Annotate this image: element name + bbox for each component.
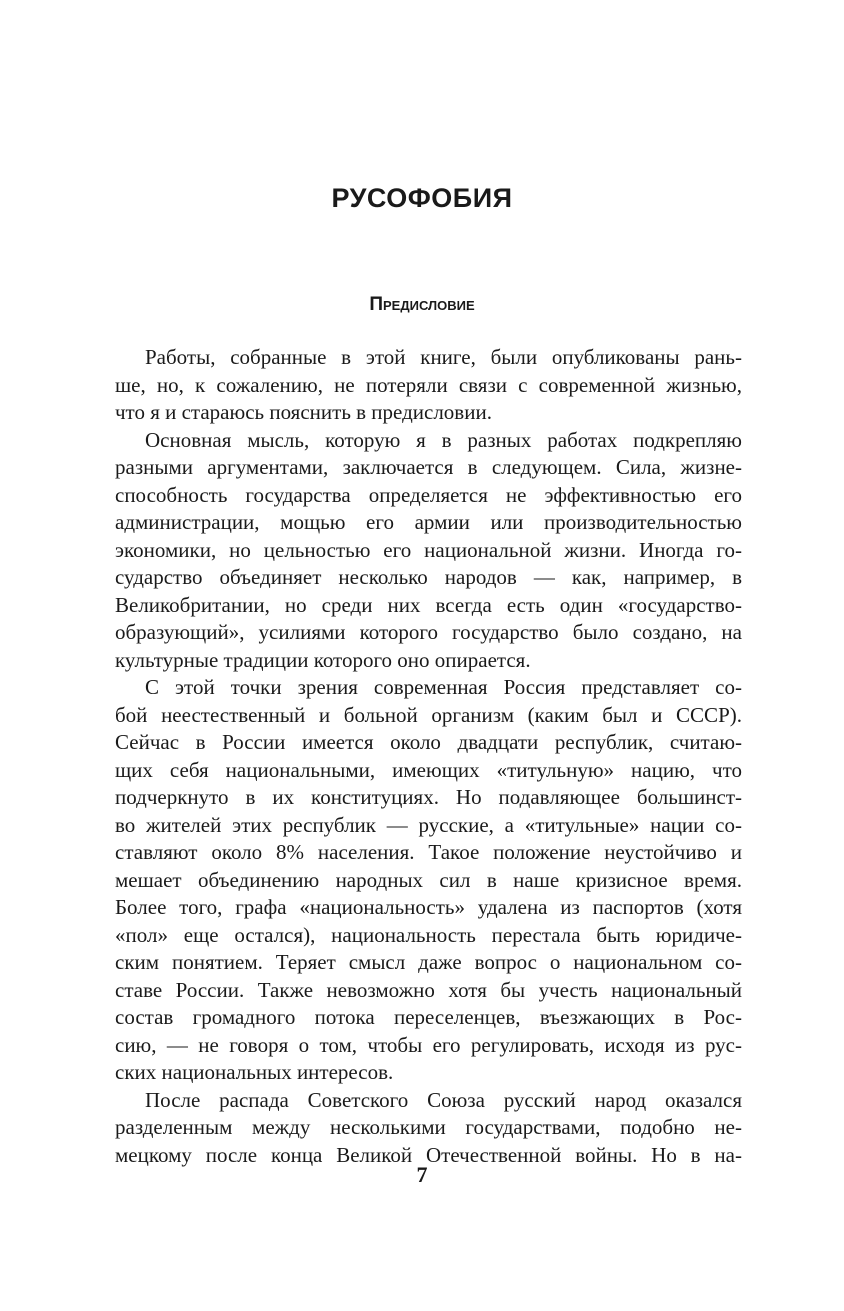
text-line: подчеркнуто в их конституциях. Но подавляющее большинст- xyxy=(115,785,742,809)
paragraph xyxy=(115,674,742,1087)
body-text xyxy=(115,344,742,1169)
page-number: 7 xyxy=(416,1162,428,1187)
text-line: «пол» еще остался), национальность перестала быть юридиче- xyxy=(115,922,742,947)
text-line: мешает объединению народных сил в наше кризисное время. xyxy=(115,867,742,892)
text-line: во жителей этих республик — русские, а «титульные» нации со- xyxy=(115,812,742,837)
text-line: что я и стараюсь пояснить в предисловии. xyxy=(115,400,492,424)
text-line: культурные традиции которого оно опирается. xyxy=(115,647,531,672)
text-line: Великобритании, но среди них всегда есть один «государство- xyxy=(115,592,742,617)
text-line: разными аргументами, заключается в следующем. Сила, жизне- xyxy=(115,455,742,479)
section-heading: Предисловие xyxy=(369,294,475,315)
text-line: мецкому после конца Великой Отечественной войны. Но в на- xyxy=(115,1142,742,1167)
text-line: образующий», усилиями которого государство было создано, на xyxy=(115,620,742,644)
text-line: экономики, но цельностью его национальной жизни. Иногда го- xyxy=(115,537,742,562)
text-line: администрации, мощью его армии или производительностью xyxy=(115,510,742,534)
paragraph xyxy=(115,1087,742,1170)
text-line: сию, — не говоря о том, чтобы его регулировать, исходя из рус- xyxy=(115,1032,742,1057)
text-line: состав громадного потока переселенцев, въезжающих в Рос- xyxy=(115,1005,742,1029)
text-line: Более того, графа «национальность» удалена из паспортов (хотя xyxy=(115,895,742,919)
text-line: сударство объединяет несколько народов — как, например, в xyxy=(115,565,742,589)
text-line: ских национальных интересов. xyxy=(115,1060,394,1084)
chapter-title: РУСОФОБИЯ xyxy=(331,183,513,213)
text-line: разделенным между несколькими государствами, подобно не- xyxy=(115,1115,742,1139)
text-line: ставе России. Также невозможно хотя бы учесть национальный xyxy=(115,977,742,1002)
text-line: способность государства определяется не эффективностью его xyxy=(115,482,742,507)
text-line: ставляют около 8% населения. Такое положение неустойчиво и xyxy=(115,840,742,864)
text-line: ше, но, к сожалению, не потеряли связи с современной жизнью, xyxy=(115,372,742,397)
text-line: бой неестественный и больной организм (каким был и СССР). xyxy=(115,702,742,727)
text-line: Работы, собранные в этой книге, были опубликованы рань- xyxy=(145,345,742,369)
paragraph xyxy=(115,344,742,427)
text-line: ским понятием. Теряет смысл даже вопрос о национальном со- xyxy=(115,950,742,974)
paragraph xyxy=(115,427,742,675)
text-line: Основная мысль, которую я в разных работах подкрепляю xyxy=(145,427,742,452)
text-line: Сейчас в России имеется около двадцати республик, считаю- xyxy=(115,730,742,754)
text-line: С этой точки зрения современная Россия представляет со- xyxy=(145,675,742,699)
text-line: После распада Советского Союза русский народ оказался xyxy=(145,1087,742,1112)
text-line: щих себя национальными, имеющих «титульную» нацию, что xyxy=(115,757,742,782)
